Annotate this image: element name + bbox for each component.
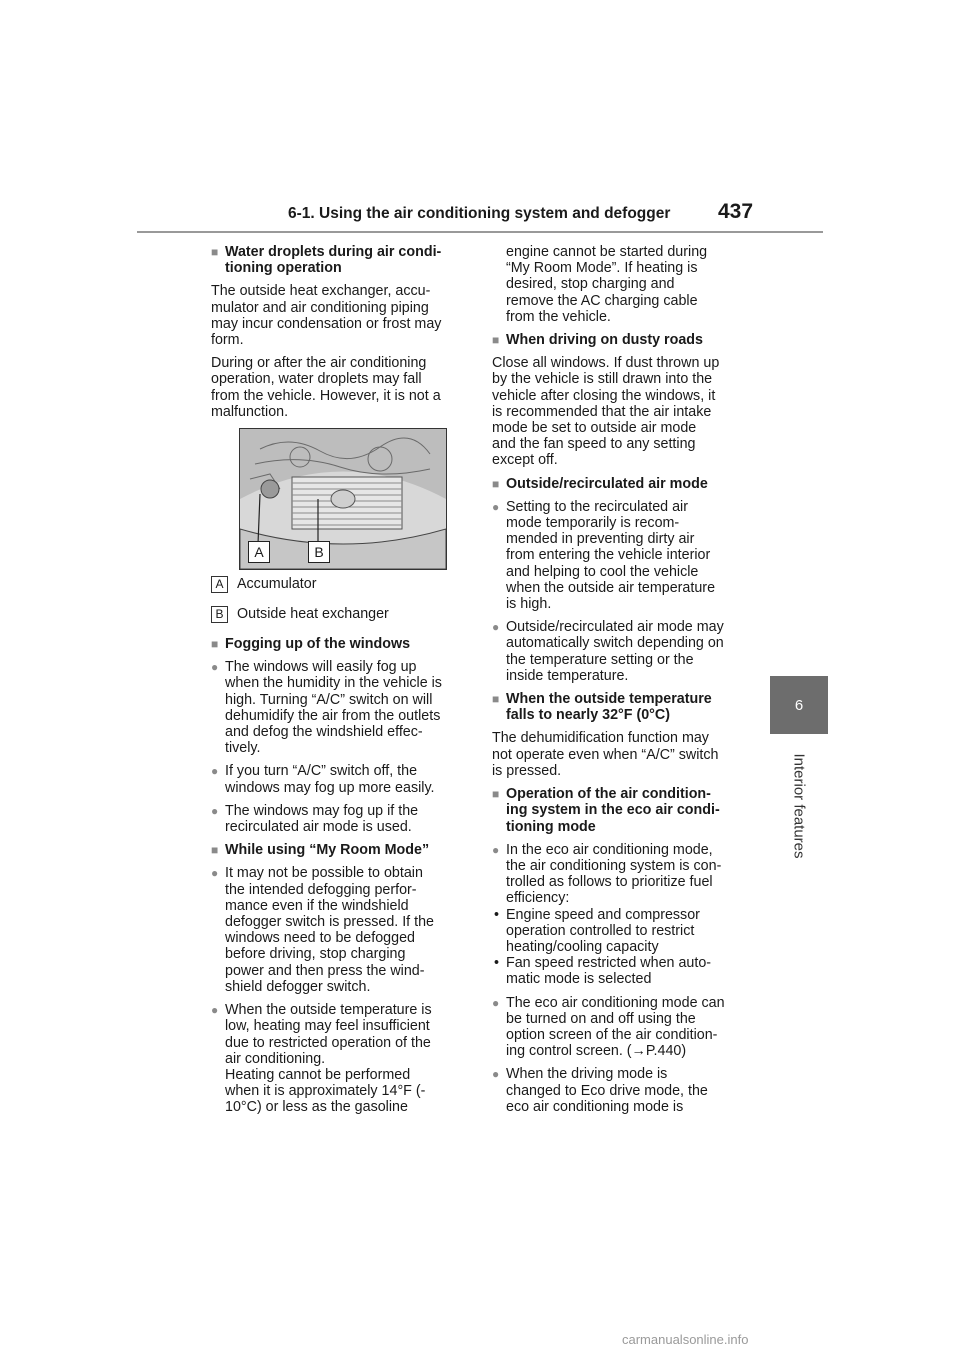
caption-accumulator-text: Accumulator	[237, 576, 317, 593]
figure-label-a: A	[248, 541, 270, 563]
room-bullet-2: ● When the outside temperature is low, heating may feel insufficient due to restricted operation of the air conditioning. Heating cannot be performed when it is approximately 14°F (- 10°C) or less as the gasoline	[211, 1002, 469, 1115]
room-heading: ■ While using “My Room Mode”	[211, 842, 469, 858]
eco-dash-1-text: Engine speed and compressor operation controlled to restrict heating/cooling capacity	[506, 906, 700, 955]
eco-dash-item-1	[492, 907, 754, 956]
caption-label-b: B	[211, 606, 228, 623]
temp-paragraph: The dehumidification function may not operate even when “A/C” switch is pressed.	[492, 730, 719, 779]
figure-label-b: B	[308, 541, 330, 563]
eco-dash-2-text: Fan speed restricted when auto- matic mode is selected	[506, 955, 712, 988]
dusty-heading: ■ When driving on dusty roads	[492, 332, 754, 348]
page-number: 437	[718, 200, 754, 223]
eco-dash-item-2	[492, 955, 754, 987]
dash-marker: •	[494, 906, 500, 923]
section-header: 6-1. Using the air conditioning system and defogger	[288, 205, 671, 222]
caption-accumulator	[211, 576, 469, 593]
recirc-bullet-2: ● Outside/recirculated air mode may automatically switch depending on the temperature setting or the inside temperature.	[492, 619, 754, 684]
left-column	[211, 244, 469, 1123]
right-column	[492, 244, 754, 1122]
fog-bullet-1: ● The windows will easily fog up when the humidity in the vehicle is high. Turning “A/C” switch on will dehumidify the air from the outlets and defog the windshield effec- tively.	[211, 659, 469, 756]
caption-heat-exchanger-text: Outside heat exchanger	[237, 606, 389, 623]
dash-marker: •	[494, 955, 500, 972]
eco-bullet-1: ● In the eco air conditioning mode, the air conditioning system is con- trolled as follows to prioritize fuel efficiency:	[492, 842, 754, 907]
eco-heading: ■ Operation of the air condition- ing system in the eco air condi- tioning mode	[492, 786, 754, 835]
water-paragraph-1: The outside heat exchanger, accu- mulator and air conditioning piping may incur condensation or frost may form.	[211, 283, 442, 349]
watermark: carmanualsonline.info	[622, 1332, 749, 1347]
room-bullet-2-continued: engine cannot be started during “My Room Mode”. If heating is desired, stop charging and remove the AC charging cable from the vehicle.	[506, 244, 708, 325]
chapter-tab: 6	[770, 676, 828, 734]
chapter-label: Interior features	[790, 753, 808, 859]
fog-bullet-2: ● If you turn “A/C” switch off, the windows may fog up more easily.	[211, 763, 469, 795]
caption-heat-exchanger	[211, 606, 469, 623]
fog-heading: ■ Fogging up of the windows	[211, 636, 469, 652]
recirc-bullet-1: ● Setting to the recirculated air mode temporarily is recom- mended in preventing dirty air from entering the vehicle interior and helping to cool the vehicle when the outside air temperature is high.	[492, 499, 754, 612]
eco-bullet-2: ● The eco air conditioning mode can be turned on and off using the option screen of the air condition- ing control screen. (→P.440)	[492, 995, 754, 1060]
water-heading: ■ Water droplets during air condi- tioning operation	[211, 244, 469, 276]
room-bullet-1: ● It may not be possible to obtain the intended defogging perfor- mance even if the windshield defogger switch is pressed. If the windows need to be defogged before driving, stop charging power and then press the wind- shield defogger switch.	[211, 865, 469, 995]
engine-bay-illustration	[239, 428, 447, 570]
engine-bay-drawing	[240, 429, 446, 569]
dusty-paragraph: Close all windows. If dust thrown up by the vehicle is still drawn into the vehicle after closing the windows, it is recommended that the air intake mode be set to outside air mode and the fan speed to any setting except off.	[492, 355, 720, 469]
caption-label-a: A	[211, 576, 228, 593]
recirc-heading: ■ Outside/recirculated air mode	[492, 476, 754, 492]
temp-heading: ■ When the outside temperature falls to nearly 32°F (0°C)	[492, 691, 754, 723]
fog-bullet-3: ● The windows may fog up if the recirculated air mode is used.	[211, 803, 469, 835]
header-rule	[137, 231, 823, 233]
eco-bullet-3: ● When the driving mode is changed to Eco drive mode, the eco air conditioning mode is	[492, 1066, 754, 1115]
water-paragraph-2: During or after the air conditioning operation, water droplets may fall from the vehicle. However, it is not a malfunction.	[211, 355, 441, 420]
